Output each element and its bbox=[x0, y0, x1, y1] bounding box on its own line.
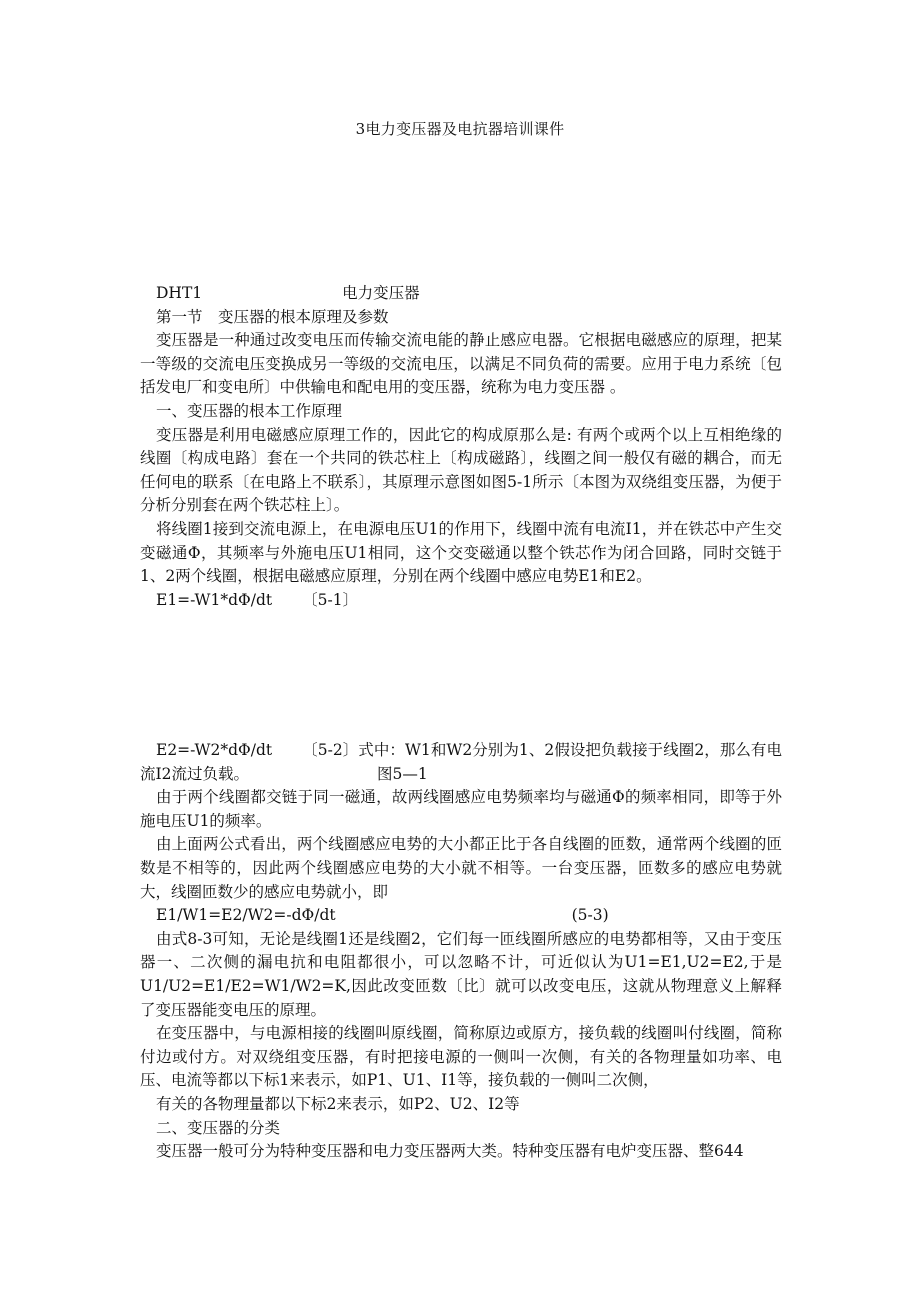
equation-5-1-number: 〔5-1〕 bbox=[302, 590, 359, 609]
paragraph-ratio: 由式8-3可知，无论是线圈1还是线圈2，它们每一匝线圈所感应的电势都相等，又由于变压器一、二次侧的漏电抗和电阻都很小，可以忽略不计，可近似认为U1=E1,U2=E2,于是U1/U2=E1/E2=W1/W2=K,因此改变匝数〔比〕就可以改变电压，这就从物理意义上解释了变压器能变电压的原理。 bbox=[140, 929, 782, 1019]
equation-5-1-text: E1=-W1*dΦ/dt bbox=[156, 590, 273, 609]
heading-principle: 一、变压器的根本工作原理 bbox=[156, 401, 343, 420]
header-line bbox=[140, 282, 782, 306]
header-name: 电力变压器 bbox=[342, 284, 420, 302]
paragraph-turns: 由上面两公式看出，两个线圈感应电势的大小都正比于各自线圈的匝数，通常两个线圈的匝数是不相等的，因此两个线圈感应电势的大小就不相等。一台变压器，匝数多的感应电势就大，线圈匝数少的感应电势就小，即 bbox=[140, 835, 782, 901]
paragraph-sides-2: 有关的各物理量都以下标2来表示，如P2、U2、I2等 bbox=[156, 1094, 520, 1113]
figure-label: 图5—1 bbox=[377, 764, 428, 783]
text-block-upper bbox=[140, 282, 782, 612]
paragraph-frequency: 由于两个线圈都交链于同一磁通，故两线圈感应电势频率均与磁通Φ的频率相同，即等于外施电压U1的频率。 bbox=[140, 788, 782, 830]
paragraph-principle-1: 变压器是利用电磁感应原理工作的，因此它的构成原那么是: 有两个或两个以上互相绝缘的线圈〔构成电路〕套在一个共同的铁芯柱上〔构成磁路〕，线圈之间一般仅有磁的耦合，而无任何电的联系〔在电路上不联系〕，其原理示意图如图5-1所示〔本图为双绕组变压器，为便于分析分别套在两个铁芯柱上〕。 bbox=[140, 425, 782, 515]
equation-5-2 bbox=[140, 739, 782, 786]
equation-5-3-text: E1/W1=E2/W2=-dΦ/dt bbox=[156, 906, 336, 925]
equation-5-2-rest: 〔5-2〕式中：W1和W2分别为1、2假设把负载接于线圈2，那么有电流I2流过负载。 bbox=[140, 741, 782, 783]
equation-5-3 bbox=[140, 904, 782, 928]
paragraph-principle-2: 将线圈1接到交流电源上，在电源电压U1的作用下，线圈中流有电流I1，并在铁芯中产生交变磁通Φ，其频率与外施电压U1相同，这个交变磁通以整个铁芯作为闭合回路，同时交链于1、2两个线圈，根据电磁感应原理，分别在两个线圈中感应电势E1和E2。 bbox=[140, 519, 782, 586]
heading-types: 二、变压器的分类 bbox=[156, 1118, 281, 1137]
paragraph-types: 变压器一般可分为特种变压器和电力变压器两大类。特种变压器有电炉变压器、整644 bbox=[156, 1142, 744, 1161]
paragraph-sides: 在变压器中，与电源相接的线圈叫原线圈，简称原边或原方，接负载的线圈叫付线圈，简称付边或付方。对双绕组变压器，有时把接电源的一侧叫一次侧，有关的各物理量如功率、电压、电流等都以下标1来表示，如P1、U1、I1等，接负载的一侧叫二次侧， bbox=[140, 1024, 782, 1090]
equation-5-3-number: (5-3) bbox=[571, 906, 609, 925]
header-code: DHT1 bbox=[156, 284, 203, 302]
document-title: 3电力变压器及电抗器培训课件 bbox=[355, 120, 565, 138]
paragraph-intro: 变压器是一种通过改变电压而传输交流电能的静止感应电器。它根据电磁感应的原理，把某一等级的交流电压变换成另一等级的交流电压，以满足不同负荷的需要。应用于电力系统〔包括发电厂和变电所〕中供输电和配电用的变压器，统称为电力变压器 。 bbox=[140, 331, 782, 397]
text-block-lower bbox=[140, 739, 782, 1164]
equation-5-1 bbox=[140, 589, 782, 613]
equation-5-2-text: E2=-W2*dΦ/dt bbox=[156, 741, 273, 759]
section-heading: 第一节 变压器的根本原理及参数 bbox=[156, 307, 389, 326]
